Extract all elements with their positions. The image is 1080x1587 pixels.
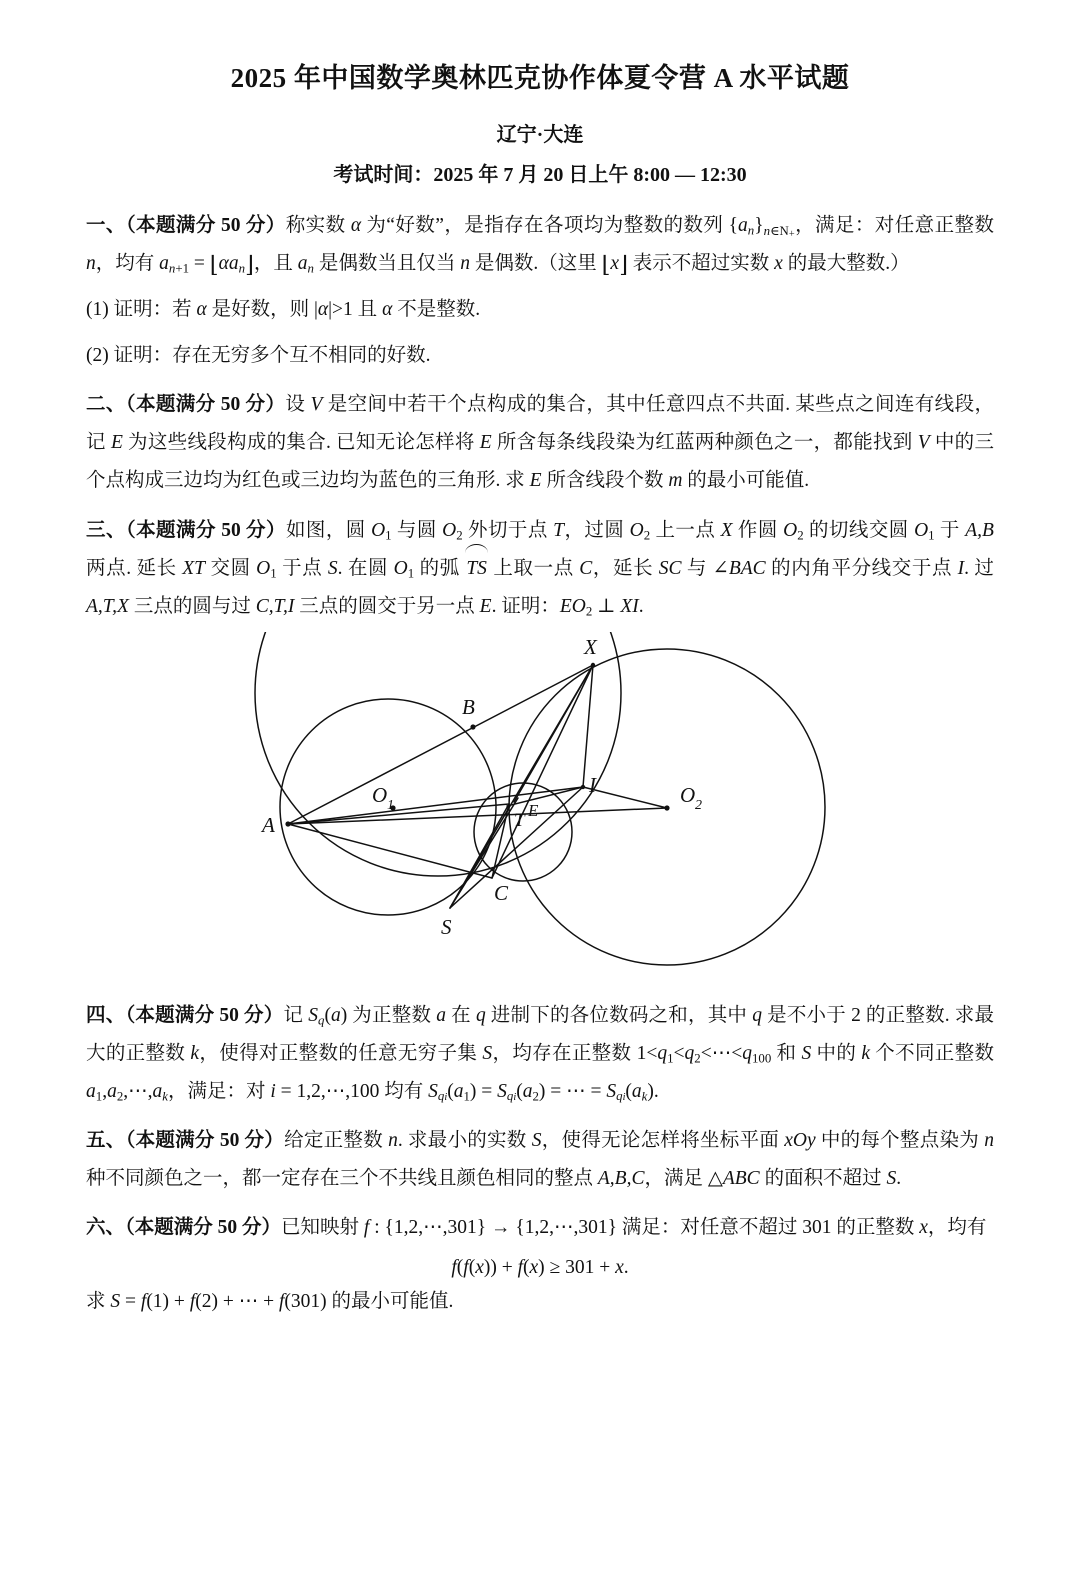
label-o2-subscript: 2 [695,797,702,813]
problem-3-points: （本题满分 50 分） [125,519,286,541]
dot-o2 [664,805,669,810]
exam-time: 考试时间：2025 年 7 月 20 日上午 8:00 — 12:30 [333,164,747,187]
label-t: T [514,809,525,831]
problem-1-part-1 [86,291,994,329]
problem-5-points: （本题满分 50 分） [125,1129,285,1151]
problem-2-points: （本题满分 50 分） [125,394,286,416]
exam-page [0,62,1080,1587]
problem-6-label: 六、 [86,1216,126,1238]
label-o1-subscript: 1 [387,797,394,813]
problem-3 [86,512,994,626]
problem-6-equation-text: f(f(x)) + f(x) ≥ 301 + x. [451,1256,629,1278]
problem-2 [86,386,994,500]
problem-6 [86,1209,994,1247]
problem-1 [86,207,994,283]
dot-b [470,724,475,729]
problem-3-body: 如图，圆 O1 与圆 O2 外切于点 T，过圆 O2 上一点 X 作圆 O2 的切线交圆 O1 于 A,B 两点. 延长 XT 交圆 O1 于点 S. 在圆 O1 的弧 TS 上取一点 C，延长 SC 与 ∠BAC 的内角平分线交于点 I. 过 A,T,X 三点的圆与过 C,T,I 三点的圆交于另一点 E. 证明：EO2 ⊥ XI. [86,519,994,619]
label-o2-group [680,783,702,813]
problem-6-equation [86,1257,994,1279]
problem-6-body: 已知映射 f : {1,2,⋯,301} → {1,2,⋯,301} 满足：对任意不超过 301 的正整数 x，均有 [281,1216,987,1238]
page-title: 2025 年中国数学奥林匹克协作体夏令营 A 水平试题 [230,63,850,93]
problem-5-label: 五、 [86,1129,126,1151]
problem-2-label: 二、 [86,394,126,416]
problem-5 [86,1122,994,1198]
dot-a [285,821,290,826]
problem-4-body: 记 $S_q(a)$ 为正整数 a 在 q 进制下的各位数码之和，其中 q 是不小于 2 的正整数. 求最大的正整数 k，使得对正整数的任意无穷子集 S，均存在正整数 1<q1<q2<⋯<q100 和 S 中的 k 个不同正整数 $a1,a2,\cdots,a_k$，满足：对 i = 1,2,⋯,100 均有 $S_{qi}(a1) = S_{qi}(a2)$ = ⋯ = $S_{qi}(a_k)$. [86,1004,994,1104]
problem-1-part-2 [86,337,994,375]
segment-a-o2 [288,808,667,824]
problem-1-label: 一、 [86,215,126,237]
label-o1: O [372,782,388,807]
label-e: E [528,800,539,820]
label-x: X [584,634,597,659]
label-a: A [262,812,275,837]
problem-1-points: （本题满分 50 分） [125,215,286,237]
problem-1-part-2-text: (2) 证明：存在无穷多个互不相同的好数. [86,345,431,367]
problem-6-closing-text: 求 S = f(1) + f(2) + ⋯ + f(301) 的最小可能值. [86,1290,454,1312]
label-o1-group [372,783,394,813]
problem-2-body: 设 V 是空间中若干个点构成的集合，其中任意四点不共面. 某些点之间连有线段，记 E 为这些线段构成的集合. 已知无论怎样将 E 所含每条线段染为红蓝两种颜色之一，都能找到 V 中的三个点构成三边均为红色或三边均为蓝色的三角形. 求 E 所含线段个数 m 的最小可能值. [86,394,994,492]
label-o2: O [680,782,696,807]
segment-x-c [492,665,593,878]
problem-1-part-1-text: (1) 证明：若 α 是好数，则 |α|>1 且 α 不是整数. [86,299,481,321]
dot-i [581,784,585,788]
geometry-figure-svg [86,632,994,977]
problem-6-points: （本题满分 50 分） [125,1216,282,1238]
problem-4-label: 四、 [86,1004,126,1026]
exam-location: 辽宁·大连 [496,124,584,147]
segment-s-c [450,787,583,908]
label-s: S [441,914,452,939]
problem-1-body: 称实数 α 为“好数”，是指存在各项均为整数的数列 $\{a_n\}n\in N+$，满足：对任意正整数 n，均有 $a_n+1$ = $⌊\alpha a_n⌋$，且 $a_n$ 是偶数当且仅当 n 是偶数.（这里 ⌊x⌋ 表示不超过实数 x 的最大整数.） [86,215,994,277]
geometry-figure [86,632,994,977]
problem-6-closing [86,1283,994,1321]
problem-4 [86,997,994,1111]
label-b: B [462,694,475,719]
circle-atx [255,632,621,876]
label-c: C [494,880,509,905]
problem-4-points: （本题满分 50 分） [125,1004,284,1026]
problem-3-label: 三、 [86,519,126,541]
label-i: I [589,772,596,797]
figure-point-dots [285,662,669,826]
problem-5-body: 给定正整数 n. 求最小的实数 S，使得无论怎样将坐标平面 xOy 中的每个整点染为 n 种不同颜色之一，都一定存在三个不共线且颜色相同的整点 A,B,C，满足 △ABC 的面积不超过 S. [86,1129,994,1189]
dot-x [591,662,595,666]
figure-labels [260,635,702,939]
